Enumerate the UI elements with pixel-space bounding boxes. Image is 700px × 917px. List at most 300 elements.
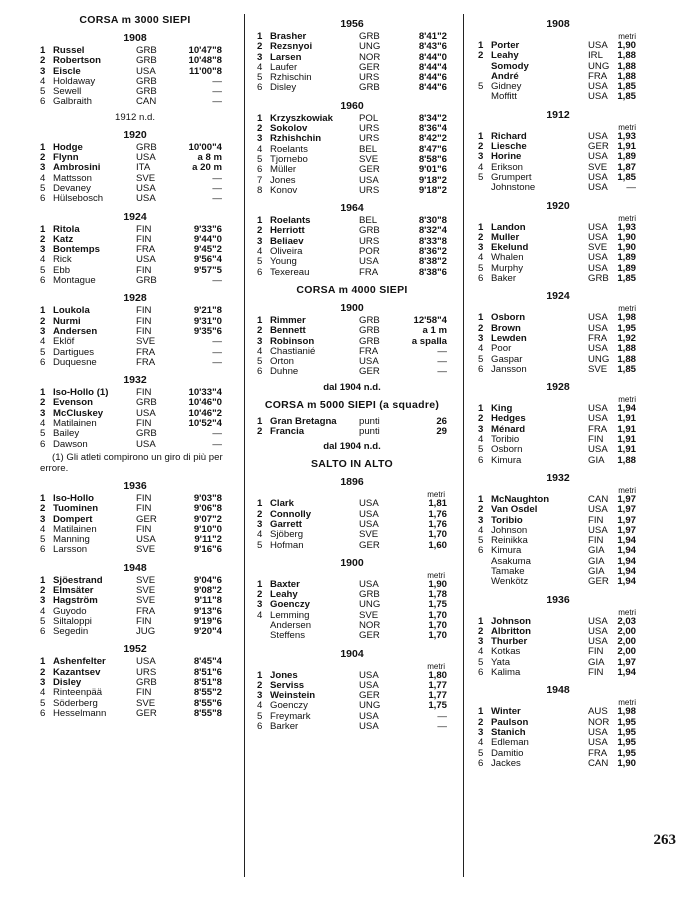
rank: 5 (40, 534, 46, 546)
athlete-name: Osborn (491, 444, 523, 456)
athlete-name: Guyodo (53, 605, 87, 617)
athlete-name: Jones (270, 174, 296, 186)
result-value: 2,00 (617, 646, 636, 658)
rank: 6 (257, 266, 263, 278)
athlete-name: Goenczy (270, 599, 310, 611)
athlete-name: Stanich (491, 726, 526, 738)
country-code: GRB (136, 75, 157, 87)
result-row (40, 97, 230, 107)
unit-label: metri (427, 570, 445, 580)
rank: 4 (478, 343, 484, 355)
result-value: 1,70 (428, 609, 447, 621)
rank: 3 (40, 677, 46, 689)
country-code: USA (359, 256, 379, 268)
rank: 1 (478, 40, 484, 51)
country-code: GIA (588, 656, 605, 668)
result-value: 9'35"6 (193, 325, 222, 337)
result-value: 1,91 (617, 434, 636, 446)
country-code: USA (136, 534, 156, 546)
country-code: FRA (588, 747, 608, 759)
athlete-name: Osborn (491, 312, 526, 324)
country-code: USA (588, 615, 608, 627)
rank: 6 (40, 96, 46, 108)
result-row (478, 183, 638, 193)
athlete-name: Hagström (53, 595, 98, 607)
country-code: UNG (359, 599, 381, 611)
athlete-name: Jackes (491, 757, 521, 769)
athlete-name: Steffens (270, 630, 306, 642)
rank: 2 (257, 325, 263, 337)
result-value: 1,95 (617, 747, 636, 759)
unit-label: metri (618, 607, 636, 617)
country-code: USA (359, 356, 379, 368)
athlete-name: McCluskey (53, 407, 104, 419)
country-code: GRB (136, 55, 157, 67)
country-code: GRB (359, 82, 380, 94)
result-value: — (212, 336, 222, 348)
result-value: 9'06"8 (193, 503, 222, 515)
result-value: 8'47"6 (418, 143, 447, 155)
country-code: URS (359, 72, 380, 84)
result-value: 8'36"4 (418, 123, 447, 135)
result-value: 1,75 (428, 599, 447, 611)
athlete-name: Siltaloppi (53, 615, 92, 627)
event-title: CORSA m 4000 SIEPI (296, 283, 408, 296)
country-code: GER (588, 141, 609, 153)
rank: 5 (257, 153, 263, 165)
athlete-name: Winter (491, 706, 521, 718)
athlete-name: Whalen (491, 252, 524, 264)
year-heading: 1948 (123, 561, 147, 574)
country-code: SVE (136, 172, 156, 184)
athlete-name: Lewden (491, 332, 527, 344)
athlete-name: Hülsebosch (53, 193, 104, 205)
result-value: — (212, 428, 222, 440)
country-code: FIN (588, 667, 604, 679)
rank: 2 (478, 141, 484, 153)
athlete-name: Brasher (270, 31, 307, 42)
result-value: 10'46"0 (188, 397, 222, 409)
rank: 1 (257, 31, 263, 42)
result-value: 1,88 (617, 454, 636, 466)
country-code: USA (359, 669, 379, 681)
athlete-name: Brown (491, 322, 521, 334)
rank: 1 (478, 130, 484, 142)
result-value: 9'03"8 (193, 492, 222, 504)
athlete-name: Kotkas (491, 646, 521, 658)
result-value: — (212, 75, 222, 87)
year-block (478, 472, 638, 588)
rank: 3 (257, 235, 263, 247)
rank: 2 (257, 225, 263, 237)
rank: 5 (40, 86, 46, 98)
rank: 5 (40, 697, 46, 709)
result-row (257, 530, 447, 540)
year-heading: 1936 (546, 593, 570, 606)
country-code: GRB (136, 428, 157, 440)
country-code: GRB (136, 397, 157, 409)
rank: 4 (257, 529, 263, 541)
result-value: — (212, 346, 222, 358)
athlete-name: Weinstein (270, 690, 316, 702)
rank: 1 (40, 223, 46, 235)
result-value: 1,85 (617, 81, 636, 93)
athlete-name: Damitio (491, 747, 524, 759)
result-value: 8'41"2 (418, 31, 447, 42)
result-value: 8'51"8 (193, 677, 222, 689)
country-code: USA (136, 254, 156, 266)
athlete-name: Johnson (491, 615, 531, 627)
result-row (40, 440, 230, 450)
athlete-name: Chastianié (270, 345, 316, 357)
athlete-name: Ambrosini (53, 162, 101, 174)
result-row (40, 194, 230, 204)
athlete-name: Tamake (491, 565, 525, 577)
result-value: 1,70 (428, 619, 447, 631)
athlete-name: Söderberg (53, 697, 98, 709)
athlete-name: Jones (270, 669, 298, 681)
country-code: USA (136, 656, 156, 668)
athlete-name: Liesche (491, 141, 527, 153)
rank: 3 (257, 335, 263, 347)
result-value: 1,81 (428, 498, 447, 510)
rank: 6 (40, 193, 46, 205)
country-code: CAN (588, 493, 609, 505)
rank: 4 (40, 336, 46, 348)
country-code: USA (588, 504, 608, 516)
result-value: 1,78 (428, 589, 447, 601)
athlete-name: Rzhishchin (270, 133, 322, 145)
result-row (40, 627, 230, 637)
country-code: USA (588, 413, 608, 425)
rank: 5 (478, 262, 484, 274)
unit-label: metri (618, 304, 636, 314)
result-value: a 8 m (197, 152, 222, 164)
country-code: GRB (588, 273, 609, 285)
country-code: AUS (588, 706, 608, 718)
result-value: 1,85 (617, 273, 636, 285)
result-value: 9'57"5 (193, 264, 222, 276)
athlete-name: Krzyszkowiak (270, 112, 333, 124)
result-value: 1,88 (617, 343, 636, 355)
result-row (478, 668, 638, 678)
athlete-name: Thurber (491, 636, 528, 648)
rank: 1 (478, 493, 484, 505)
athlete-name: Ekelund (491, 242, 529, 254)
result-value: 8'38"2 (418, 256, 447, 268)
rank: 2 (478, 231, 484, 243)
country-code: GIA (588, 555, 605, 567)
rank: 2 (40, 397, 46, 409)
year-heading: 1928 (123, 292, 147, 305)
result-value: 2,03 (617, 615, 636, 627)
rank: 3 (257, 133, 263, 145)
year-heading: 1920 (546, 199, 570, 212)
athlete-name: Barker (270, 721, 299, 733)
rank: 6 (478, 757, 484, 769)
rank: 5 (478, 656, 484, 668)
result-value: 1,93 (617, 221, 636, 233)
result-row (257, 427, 447, 437)
result-row (40, 709, 230, 719)
country-code: USA (588, 81, 608, 93)
result-value: 1,91 (617, 444, 636, 456)
country-code: FIN (588, 514, 604, 526)
rank: 3 (257, 51, 263, 63)
country-code: FIN (136, 503, 152, 515)
year-heading: 1956 (340, 18, 364, 30)
rank: 5 (478, 535, 484, 547)
result-value: a spalla (411, 335, 447, 347)
athlete-name: Young (270, 256, 297, 268)
result-value: 8'55"2 (193, 687, 222, 699)
athlete-name: Bennett (270, 325, 306, 337)
athlete-name: Rzhischin (270, 72, 312, 84)
country-code: GRB (136, 141, 157, 153)
country-code: URS (136, 666, 157, 678)
country-code: URS (359, 235, 380, 247)
year-block (40, 374, 230, 474)
rank: 4 (40, 687, 46, 699)
country-code: USA (588, 171, 608, 183)
rank: 6 (40, 626, 46, 638)
athlete-name: Segedin (53, 626, 89, 638)
result-value: — (437, 345, 447, 357)
rank: 1 (40, 574, 46, 586)
rank: 4 (40, 418, 46, 430)
rank: 2 (257, 123, 263, 135)
country-code: FIN (136, 387, 152, 399)
rank: 4 (478, 524, 484, 536)
result-value: 29 (436, 426, 447, 438)
country-code: GER (359, 539, 380, 551)
result-value: 8'42"2 (418, 133, 447, 145)
country-code: FIN (136, 492, 152, 504)
result-value: 1,91 (617, 141, 636, 153)
athlete-name: Müller (270, 164, 297, 176)
athlete-name: Andersen (53, 325, 98, 337)
result-value: 1,95 (617, 737, 636, 749)
country-code: USA (588, 252, 608, 264)
result-value: 1,97 (617, 656, 636, 668)
country-code: SVE (136, 336, 156, 348)
result-row (478, 738, 638, 748)
athlete-name: Muller (491, 231, 520, 243)
result-row (257, 268, 447, 278)
athlete-name: Beliaev (270, 235, 304, 247)
unit-label: metri (618, 698, 636, 708)
result-value: 1,90 (617, 757, 636, 769)
rank: 3 (478, 242, 484, 254)
athlete-name: Loukola (53, 305, 90, 317)
country-code: FIN (136, 687, 152, 699)
country-code: POL (359, 112, 379, 124)
athlete-name: Konov (270, 184, 298, 196)
country-code: USA (136, 193, 156, 205)
athlete-name: Orton (270, 356, 294, 368)
country-code: USA (588, 524, 608, 536)
result-row (257, 83, 447, 93)
event-section (257, 458, 447, 732)
country-code: FIN (588, 535, 604, 547)
athlete-name: Wenkötz (491, 576, 529, 588)
rank: 3 (40, 325, 46, 337)
result-value: 9'20"4 (193, 626, 222, 638)
athlete-name: Toribio (491, 514, 523, 526)
rank: 4 (478, 434, 484, 446)
athlete-name: Johnstone (491, 182, 536, 194)
athlete-name: Ménard (491, 423, 526, 435)
rank: 6 (257, 366, 263, 378)
athlete-name: Toribio (491, 434, 520, 446)
country-code: SVE (588, 161, 608, 173)
year-heading: 1908 (546, 18, 570, 30)
athlete-name: Poor (491, 343, 512, 355)
rank: 1 (40, 45, 46, 56)
result-value: 1,77 (428, 679, 447, 691)
athlete-name: Nurmi (53, 315, 81, 327)
result-value: 1,89 (617, 151, 636, 163)
rank: 2 (257, 589, 263, 601)
country-code: USA (588, 444, 608, 456)
result-value: 9'13"6 (193, 605, 222, 617)
result-value: 1,90 (617, 40, 636, 51)
country-code: USA (136, 65, 156, 77)
result-value: — (212, 182, 222, 194)
result-value: 10'33"4 (188, 387, 222, 399)
athlete-name: Larsson (53, 544, 88, 556)
rank: 6 (478, 667, 484, 679)
result-value: 1,77 (428, 690, 447, 702)
athlete-name: Lemming (270, 609, 310, 621)
result-value: 1,87 (617, 161, 636, 173)
country-code: USA (588, 636, 608, 648)
country-code: USA (136, 152, 156, 164)
country-code: UNG (588, 353, 610, 365)
result-value: 9'11"8 (194, 595, 222, 607)
result-value: — (437, 710, 447, 722)
result-row (257, 631, 447, 641)
result-row (40, 545, 230, 555)
unit-label: metri (427, 661, 445, 671)
athlete-name: Texereau (270, 266, 310, 278)
year-heading: 1924 (123, 210, 147, 223)
country-code: BEL (359, 143, 378, 155)
athlete-name: Albritton (491, 625, 531, 637)
country-code: POR (359, 246, 380, 258)
result-row (478, 365, 638, 375)
unit-label: metri (618, 485, 636, 495)
result-value: 1,94 (617, 576, 636, 588)
athlete-name: Richard (491, 130, 527, 142)
rank: 2 (40, 503, 46, 515)
country-code: CAN (136, 96, 157, 108)
unit-label: metri (427, 490, 445, 500)
result-value: 8'51"6 (193, 666, 222, 678)
athlete-name: Rick (53, 254, 72, 266)
athlete-name: Freymark (270, 710, 311, 722)
event-section (478, 18, 638, 769)
athlete-name: Jansson (491, 363, 527, 375)
athlete-name: Ashenfelter (53, 656, 106, 668)
country-code: punti (359, 415, 380, 427)
unit-label: metri (618, 32, 636, 41)
result-row (478, 577, 638, 587)
athlete-name: Rimmer (270, 314, 306, 326)
year-block (257, 18, 447, 94)
country-code: FRA (359, 266, 379, 278)
year-heading: 1932 (546, 471, 570, 484)
result-value: 9'16"6 (193, 544, 222, 556)
rank: 2 (257, 679, 263, 691)
athlete-name: Matilainen (53, 418, 97, 430)
athlete-name: Duhne (270, 366, 299, 378)
country-code: GER (136, 513, 157, 525)
result-value: 8'55"6 (193, 697, 222, 709)
country-code: USA (359, 508, 379, 520)
athlete-name: Asakuma (491, 555, 531, 567)
year-heading: 1952 (123, 643, 147, 656)
result-value: 1,95 (617, 322, 636, 334)
result-value: 8'45"4 (193, 656, 222, 668)
athlete-name: Elmsäter (53, 584, 94, 596)
result-value: 8'34"2 (418, 112, 447, 124)
rank: 3 (40, 244, 46, 256)
year-block (478, 200, 638, 285)
result-value: 9'01"6 (418, 164, 447, 176)
result-value: 10'52"4 (188, 418, 222, 430)
result-row (257, 367, 447, 377)
result-value: 9'07"2 (193, 513, 222, 525)
athlete-name: Galbraith (53, 96, 92, 108)
rank: 5 (40, 615, 46, 627)
rank: 1 (40, 305, 46, 317)
athlete-name: Johnson (491, 524, 528, 536)
result-value: — (212, 438, 222, 450)
athlete-name: King (491, 403, 513, 415)
athlete-name: Kazantsev (53, 666, 101, 678)
year-heading: 1936 (123, 479, 147, 492)
result-value: 8'30"8 (418, 215, 447, 227)
result-value: 8'44"0 (418, 51, 447, 63)
country-code: JUG (136, 626, 156, 638)
athlete-name: Van Osdel (491, 504, 538, 516)
country-code: FRA (588, 423, 608, 435)
country-code: GIA (588, 565, 605, 577)
country-code: punti (359, 426, 380, 438)
athlete-name: Robertson (53, 55, 101, 67)
athlete-name: Hodge (53, 141, 83, 153)
country-code: USA (588, 322, 608, 334)
result-value: — (626, 182, 636, 194)
rank: 2 (40, 666, 46, 678)
country-code: SVE (136, 697, 156, 709)
event-title: CORSA m 5000 SIEPI (a squadre) (264, 398, 440, 411)
result-value: 1,85 (617, 363, 636, 375)
result-value: 1,90 (428, 578, 447, 590)
rank: 6 (257, 164, 263, 176)
result-value: 8'43"6 (418, 41, 447, 53)
rank: 1 (257, 669, 263, 681)
rank: 6 (40, 707, 46, 719)
rank: 8 (257, 184, 263, 196)
athlete-name: Roelants (270, 143, 308, 155)
year-heading: 1904 (340, 647, 364, 660)
rank: 4 (40, 254, 46, 266)
athlete-name: Herriott (270, 225, 305, 237)
year-block (478, 18, 638, 103)
result-value: 1,97 (617, 493, 636, 505)
